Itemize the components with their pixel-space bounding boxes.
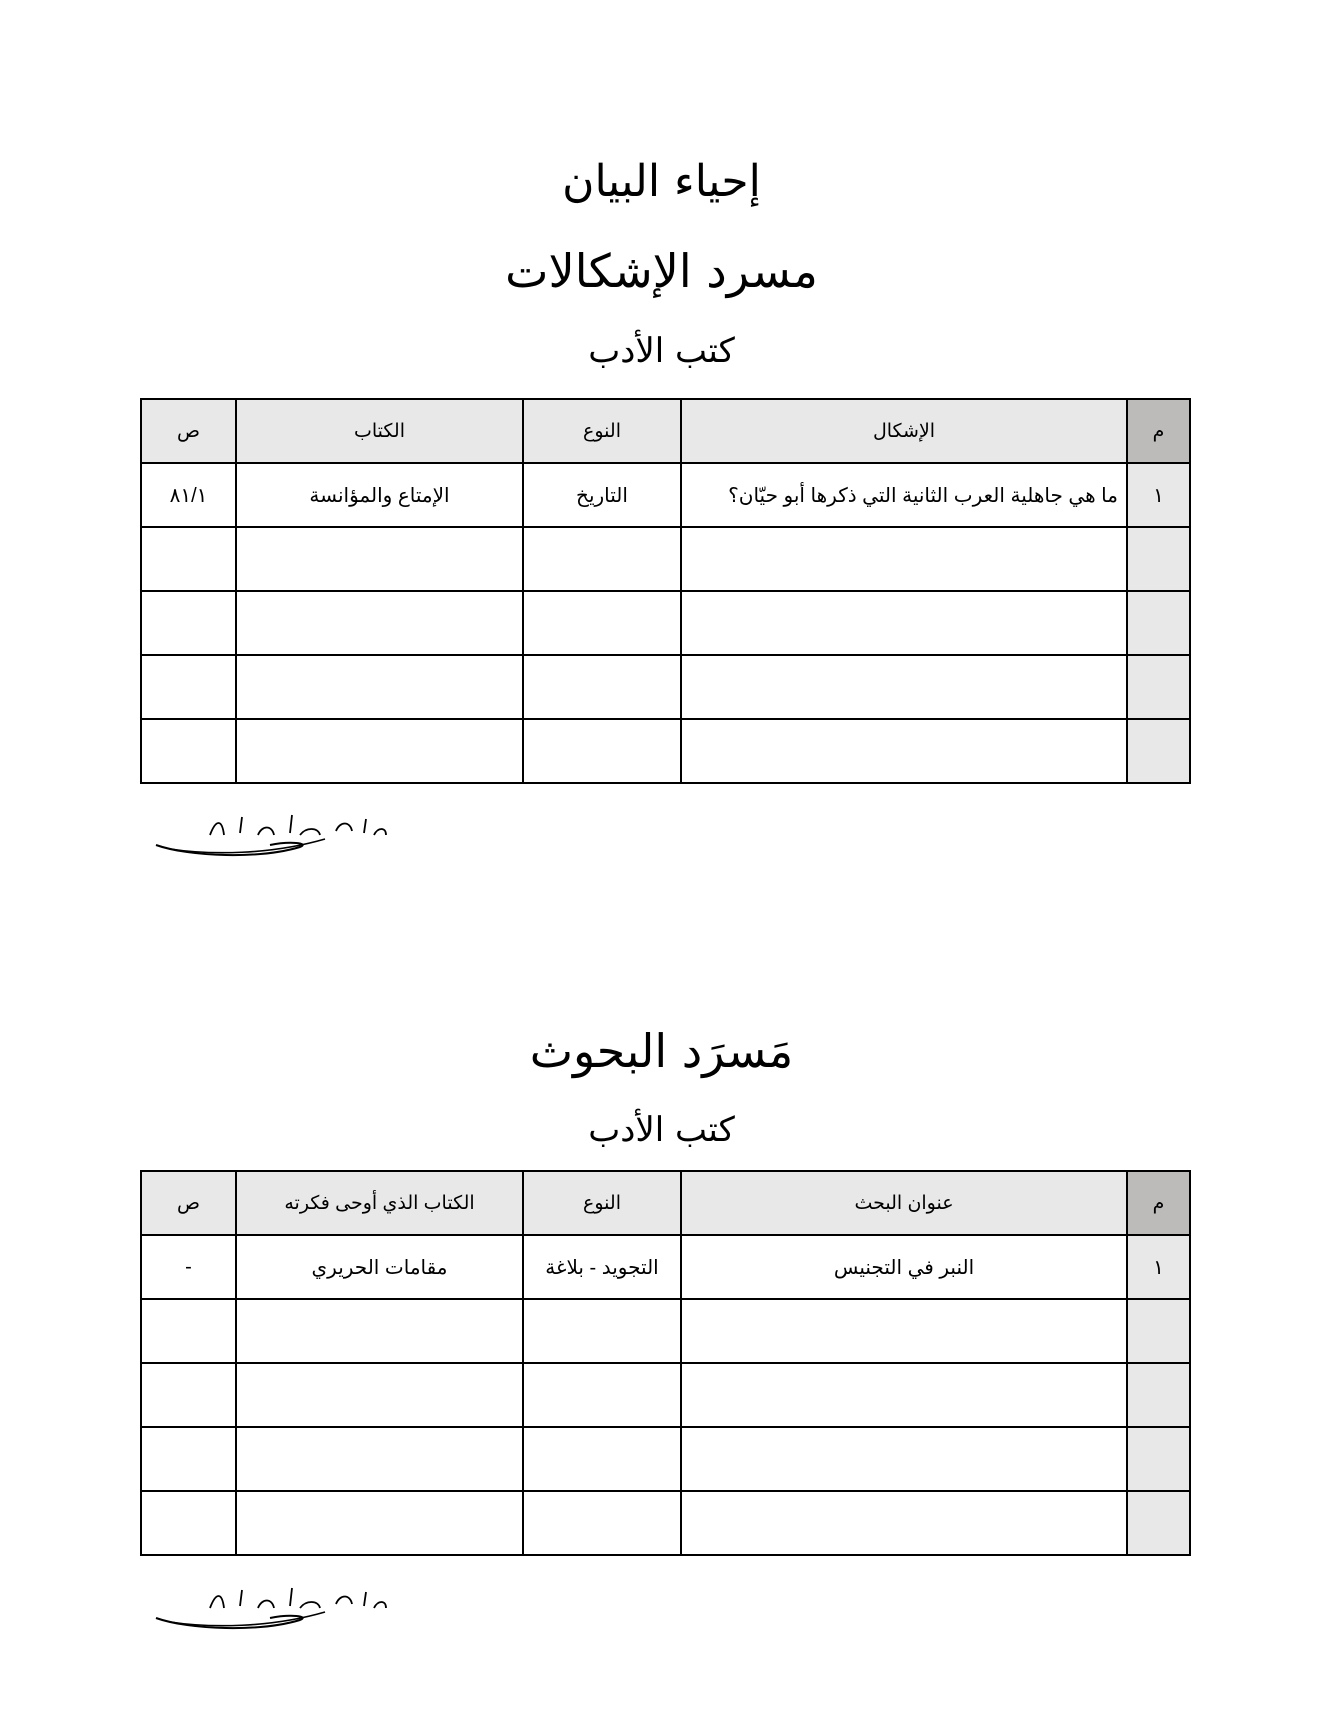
table-row [141, 1427, 1190, 1491]
table-header-row [141, 399, 1190, 463]
cell-page: - [141, 1235, 236, 1299]
cell-num [1127, 719, 1190, 783]
table-row [141, 719, 1190, 783]
table-row [141, 1299, 1190, 1363]
header-num: م [1127, 399, 1190, 463]
cell-num [1127, 1427, 1190, 1491]
cell-issue: ما هي جاهلية العرب الثانية التي ذكرها أبو حيّان؟ [681, 463, 1127, 527]
research-table [140, 1170, 1191, 1556]
cell-book [236, 1363, 523, 1427]
header-type: النوع [523, 399, 681, 463]
table-row [141, 591, 1190, 655]
cell-book: مقامات الحريري [236, 1235, 523, 1299]
cell-book [236, 527, 523, 591]
cell-book [236, 1491, 523, 1555]
cell-num [1127, 1299, 1190, 1363]
cell-num [1127, 527, 1190, 591]
section2-category: كتب الأدب [588, 1110, 735, 1150]
cell-type [523, 1491, 681, 1555]
signature-image [150, 805, 390, 865]
header-type: النوع [523, 1171, 681, 1235]
cell-page [141, 1299, 236, 1363]
cell-page [141, 1363, 236, 1427]
cell-type [523, 719, 681, 783]
table-header-row [141, 1171, 1190, 1235]
header-issue: الإشكال [681, 399, 1127, 463]
header-book: الكتاب [236, 399, 523, 463]
page-title: إحياء البيان [562, 156, 761, 207]
cell-page [141, 1491, 236, 1555]
cell-research-title [681, 1299, 1127, 1363]
table-row [141, 1491, 1190, 1555]
header-num: م [1127, 1171, 1190, 1235]
cell-book [236, 719, 523, 783]
cell-type [523, 1363, 681, 1427]
section2-heading: مَسرَد البحوث [529, 1024, 794, 1078]
cell-page [141, 591, 236, 655]
cell-book [236, 1299, 523, 1363]
cell-num [1127, 1363, 1190, 1427]
section1-heading: مسرد الإشكالات [505, 244, 818, 298]
cell-num [1127, 1491, 1190, 1555]
cell-book: الإمتاع والمؤانسة [236, 463, 523, 527]
cell-type [523, 591, 681, 655]
issues-table [140, 398, 1191, 784]
cell-page [141, 655, 236, 719]
cell-type [523, 1427, 681, 1491]
cell-num: ١ [1127, 1235, 1190, 1299]
cell-type [523, 1299, 681, 1363]
table-row [141, 527, 1190, 591]
header-inspiring-book: الكتاب الذي أوحى فكرته [236, 1171, 523, 1235]
table-row [141, 1235, 1190, 1299]
cell-research-title [681, 1427, 1127, 1491]
cell-type: التجويد - بلاغة [523, 1235, 681, 1299]
cell-issue [681, 527, 1127, 591]
cell-research-title: النبر في التجنيس [681, 1235, 1127, 1299]
header-page: ص [141, 1171, 236, 1235]
cell-num: ١ [1127, 463, 1190, 527]
cell-page [141, 1427, 236, 1491]
cell-book [236, 655, 523, 719]
cell-num [1127, 591, 1190, 655]
table-row [141, 1363, 1190, 1427]
table-row [141, 655, 1190, 719]
cell-research-title [681, 1491, 1127, 1555]
cell-issue [681, 591, 1127, 655]
cell-book [236, 591, 523, 655]
cell-page [141, 719, 236, 783]
cell-page [141, 527, 236, 591]
cell-research-title [681, 1363, 1127, 1427]
cell-issue [681, 719, 1127, 783]
cell-book [236, 1427, 523, 1491]
cell-type: التاريخ [523, 463, 681, 527]
header-page: ص [141, 399, 236, 463]
header-research-title: عنوان البحث [681, 1171, 1127, 1235]
cell-type [523, 655, 681, 719]
section1-category: كتب الأدب [588, 331, 735, 371]
cell-type [523, 527, 681, 591]
table-row [141, 463, 1190, 527]
cell-page: ٨١/١ [141, 463, 236, 527]
cell-issue [681, 655, 1127, 719]
signature-image [150, 1578, 390, 1638]
cell-num [1127, 655, 1190, 719]
